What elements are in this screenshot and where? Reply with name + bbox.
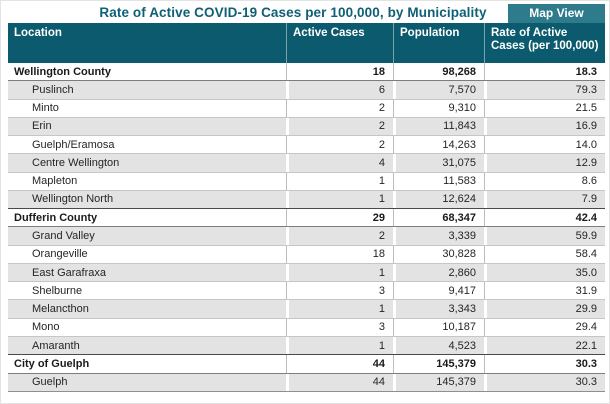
location-cell: Grand Valley xyxy=(8,227,286,244)
table-row[interactable] xyxy=(8,136,605,154)
location-cell: Centre Wellington xyxy=(8,154,286,171)
active-cases-cell: 3 xyxy=(286,282,393,299)
rate-cell: 30.3 xyxy=(484,355,605,372)
rate-cell: 7.9 xyxy=(484,191,605,208)
location-cell: Orangeville xyxy=(32,248,88,261)
active-cases-cell: 1 xyxy=(286,337,393,354)
rate-cell: 18.3 xyxy=(484,63,605,80)
table-row[interactable] xyxy=(8,282,605,300)
active-cases-cell: 2 xyxy=(286,100,393,117)
location-cell: Amaranth xyxy=(8,337,286,354)
population-cell: 3,339 xyxy=(393,227,484,244)
location-cell: Melancthon xyxy=(8,300,286,317)
active-cases-cell: 1 xyxy=(286,173,393,190)
table-body xyxy=(8,63,605,392)
rate-cell: 29.9 xyxy=(484,300,605,317)
table-row[interactable] xyxy=(8,81,605,99)
rate-cell: 8.6 xyxy=(484,173,605,190)
table-row[interactable] xyxy=(8,319,605,337)
table-row[interactable] xyxy=(8,209,605,227)
population-cell: 3,343 xyxy=(393,300,484,317)
table-row[interactable] xyxy=(8,264,605,282)
population-cell: 9,417 xyxy=(393,282,484,299)
population-cell: 11,583 xyxy=(393,173,484,190)
rate-cell: 12.9 xyxy=(484,154,605,171)
population-cell: 14,263 xyxy=(393,136,484,153)
location-cell: City of Guelph xyxy=(14,357,90,370)
active-cases-cell: 29 xyxy=(286,209,393,226)
active-cases-cell: 44 xyxy=(286,355,393,372)
population-cell: 145,379 xyxy=(393,355,484,372)
active-cases-cell: 2 xyxy=(286,227,393,244)
rate-cell: 79.3 xyxy=(484,81,605,98)
location-cell: Wellington County xyxy=(14,65,111,78)
rate-cell: 35.0 xyxy=(484,264,605,281)
location-cell: Dufferin County xyxy=(14,211,98,224)
column-header-rate[interactable]: Rate of Active Cases (per 100,000) xyxy=(484,23,605,63)
location-cell: Wellington North xyxy=(8,191,286,208)
table-header-row xyxy=(8,23,605,63)
table-row[interactable] xyxy=(8,355,605,373)
column-header-population[interactable]: Population xyxy=(393,23,484,63)
active-cases-cell: 1 xyxy=(286,191,393,208)
location-cell: Mapleton xyxy=(32,175,78,188)
location-cell: Minto xyxy=(32,102,59,115)
active-cases-cell: 18 xyxy=(286,246,393,263)
table-row[interactable] xyxy=(8,100,605,118)
rate-cell: 21.5 xyxy=(484,100,605,117)
rate-cell: 22.1 xyxy=(484,337,605,354)
location-cell: Puslinch xyxy=(8,81,286,98)
rate-cell: 31.9 xyxy=(484,282,605,299)
active-cases-cell: 6 xyxy=(286,81,393,98)
table-row[interactable] xyxy=(8,63,605,81)
rate-cell: 14.0 xyxy=(484,136,605,153)
table-row[interactable] xyxy=(8,227,605,245)
location-cell: Mono xyxy=(32,321,60,334)
active-cases-cell: 1 xyxy=(286,264,393,281)
table-row[interactable] xyxy=(8,118,605,136)
population-cell: 10,187 xyxy=(393,319,484,336)
column-header-active-cases[interactable]: Active Cases xyxy=(286,23,393,63)
location-cell: Guelph/Eramosa xyxy=(32,138,115,151)
location-cell: Erin xyxy=(8,118,286,135)
rate-cell: 59.9 xyxy=(484,227,605,244)
location-cell: Guelph xyxy=(8,374,286,391)
active-cases-cell: 2 xyxy=(286,136,393,153)
population-cell: 9,310 xyxy=(393,100,484,117)
table-row[interactable] xyxy=(8,246,605,264)
table-row[interactable] xyxy=(8,300,605,318)
population-cell: 12,624 xyxy=(393,191,484,208)
location-cell: Shelburne xyxy=(32,284,83,297)
table-row[interactable] xyxy=(8,173,605,191)
map-view-button[interactable]: Map View xyxy=(508,4,605,23)
population-cell: 4,523 xyxy=(393,337,484,354)
active-cases-cell: 44 xyxy=(286,374,393,391)
population-cell: 98,268 xyxy=(393,63,484,80)
table-row[interactable] xyxy=(8,191,605,209)
location-cell: East Garafraxa xyxy=(8,264,286,281)
report-title: Rate of Active COVID-19 Cases per 100,000, by Municipality xyxy=(99,5,487,20)
population-cell: 30,828 xyxy=(393,246,484,263)
active-cases-cell: 1 xyxy=(286,300,393,317)
population-cell: 7,570 xyxy=(393,81,484,98)
active-cases-cell: 4 xyxy=(286,154,393,171)
table-row[interactable] xyxy=(8,374,605,392)
active-cases-cell: 2 xyxy=(286,118,393,135)
table-row[interactable] xyxy=(8,337,605,355)
cases-table xyxy=(8,23,605,392)
table-row[interactable] xyxy=(8,154,605,172)
active-cases-cell: 3 xyxy=(286,319,393,336)
rate-cell: 42.4 xyxy=(484,209,605,226)
rate-cell: 16.9 xyxy=(484,118,605,135)
population-cell: 31,075 xyxy=(393,154,484,171)
population-cell: 145,379 xyxy=(393,374,484,391)
column-header-location[interactable]: Location xyxy=(14,27,62,39)
active-cases-cell: 18 xyxy=(286,63,393,80)
rate-cell: 29.4 xyxy=(484,319,605,336)
rate-cell: 58.4 xyxy=(484,246,605,263)
population-cell: 68,347 xyxy=(393,209,484,226)
population-cell: 11,843 xyxy=(393,118,484,135)
rate-cell: 30.3 xyxy=(484,374,605,391)
population-cell: 2,860 xyxy=(393,264,484,281)
